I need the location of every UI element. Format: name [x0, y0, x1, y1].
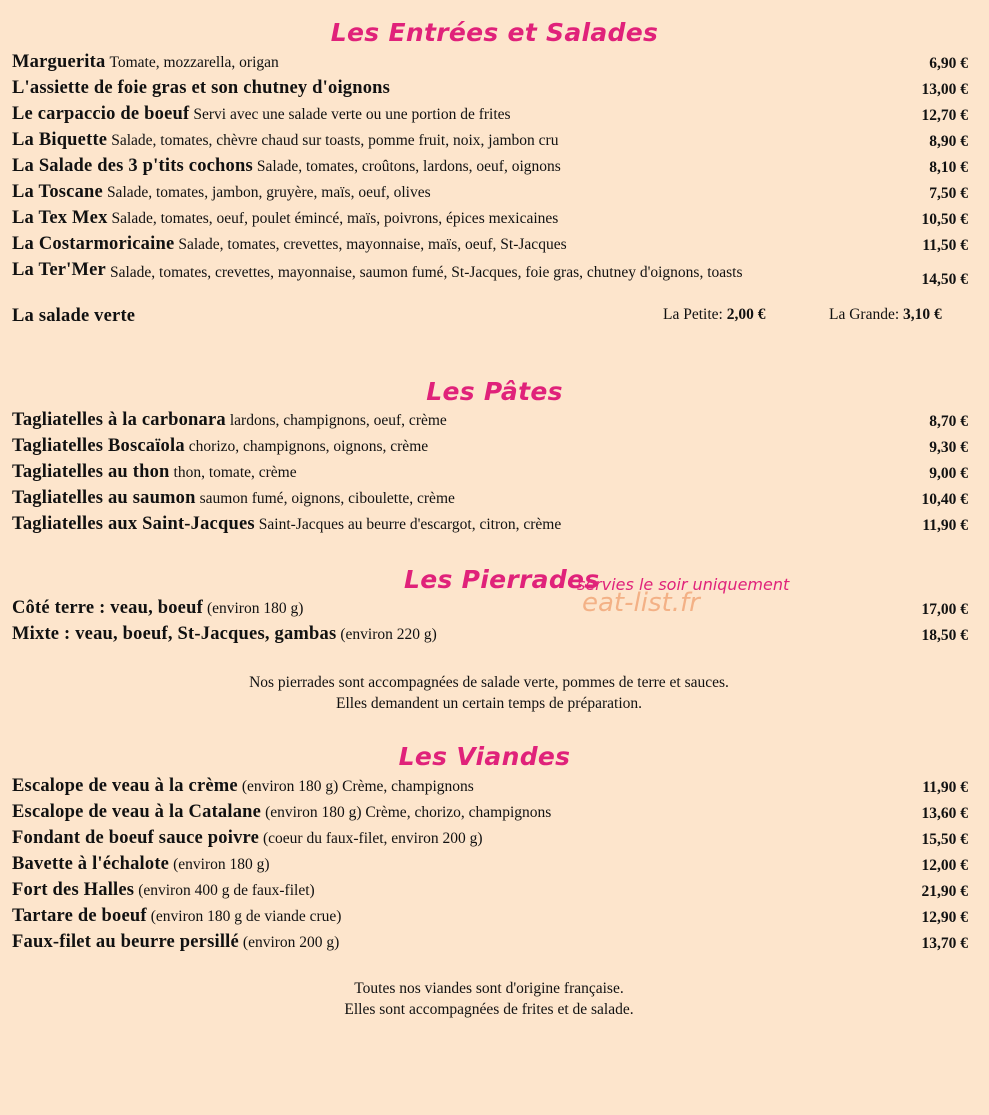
- item-description: lardons, champignons, oeuf, crème: [229, 412, 447, 429]
- item-price: 13,70 €: [921, 935, 968, 952]
- item-price: 7,50 €: [929, 185, 968, 202]
- menu-item: [12, 410, 968, 431]
- item-price: 8,10 €: [929, 159, 968, 176]
- menu-item: [12, 436, 968, 457]
- item-price: 12,00 €: [921, 857, 968, 874]
- item-price: 18,50 €: [921, 627, 968, 644]
- item-name: La Ter'Mer: [12, 260, 106, 280]
- menu-item: [12, 156, 968, 177]
- item-name: Escalope de veau à la crème: [12, 776, 238, 796]
- section-title-viandes: Les Viandes: [398, 742, 571, 771]
- item-description: Servi avec une salade verte ou une portion de frites: [193, 106, 511, 123]
- item-description: saumon fumé, oignons, ciboulette, crème: [199, 490, 455, 507]
- item-name: Tagliatelles à la carbonara: [12, 410, 226, 430]
- item-description: (environ 180 g) Crème, chorizo, champignons: [265, 804, 552, 821]
- item-name: Marguerita: [12, 52, 106, 72]
- item-name: Mixte : veau, boeuf, St-Jacques, gambas: [12, 624, 337, 644]
- item-description: Saint-Jacques au beurre d'escargot, citron, crème: [258, 516, 562, 533]
- item-description: Salade, tomates, oeuf, poulet émincé, maïs, poivrons, épices mexicaines: [111, 210, 559, 227]
- item-description: (environ 180 g de viande crue): [150, 908, 342, 925]
- item-name: Tagliatelles au saumon: [12, 488, 196, 508]
- item-price: 8,70 €: [929, 413, 968, 430]
- item-price: 10,50 €: [921, 211, 968, 228]
- item-price: 8,90 €: [929, 133, 968, 150]
- item-price: 9,00 €: [929, 465, 968, 482]
- size-label: La Petite:: [663, 306, 723, 323]
- item-price: 12,90 €: [921, 909, 968, 926]
- item-description: Salade, tomates, jambon, gruyère, maïs, oeuf, olives: [106, 184, 431, 201]
- item-name: La Biquette: [12, 130, 108, 150]
- menu-item: [12, 514, 968, 535]
- item-price: 21,90 €: [921, 883, 968, 900]
- item-name: La Toscane: [12, 182, 103, 202]
- item-description: (environ 220 g): [340, 626, 437, 643]
- watermark: eat-list.fr: [582, 588, 700, 618]
- item-name: Tagliatelles Boscaïola: [12, 436, 185, 456]
- menu-item: [12, 208, 968, 229]
- menu-item: [12, 234, 968, 255]
- item-price: 14,50 €: [921, 271, 968, 288]
- menu-item: [12, 828, 968, 849]
- item-name: Côté terre : veau, boeuf: [12, 598, 203, 618]
- item-description: thon, tomate, crème: [173, 464, 297, 481]
- pierrades-note: [0, 672, 978, 714]
- item-price: 11,90 €: [922, 779, 968, 796]
- section-title-pierrades: Les Pierrades: [404, 565, 600, 594]
- size-label: La Grande:: [829, 306, 900, 323]
- menu-item: [12, 906, 968, 927]
- item-name: Fondant de boeuf sauce poivre: [12, 828, 260, 848]
- menu-item: [12, 624, 968, 645]
- size-grande: [829, 306, 942, 324]
- menu-item: [12, 598, 968, 619]
- menu-item: [12, 78, 968, 99]
- item-name: Le carpaccio de boeuf: [12, 104, 190, 124]
- item-name: Bavette à l'échalote: [12, 854, 170, 874]
- item-description: chorizo, champignons, oignons, crème: [188, 438, 429, 455]
- item-name: Escalope de veau à la Catalane: [12, 802, 262, 822]
- menu-item: [12, 130, 968, 151]
- item-name: La Tex Mex: [12, 208, 108, 228]
- item-name: Tartare de boeuf: [12, 906, 147, 926]
- item-price: 9,30 €: [929, 439, 968, 456]
- item-description: (environ 200 g): [242, 934, 340, 951]
- item-price: 11,50 €: [922, 237, 968, 254]
- menu-item: [12, 104, 968, 125]
- menu-item: [12, 802, 968, 823]
- menu-item: [12, 488, 968, 509]
- item-description: (environ 180 g) Crème, champignons: [241, 778, 474, 795]
- note-line: Nos pierrades sont accompagnées de salade verte, pommes de terre et sauces.: [249, 674, 729, 691]
- menu-item: [12, 776, 968, 797]
- item-description: Salade, tomates, crevettes, mayonnaise, saumon fumé, St-Jacques, foie gras, chutney d'oignons, toasts: [109, 264, 743, 281]
- item-price: 15,50 €: [921, 831, 968, 848]
- size-price: 2,00 €: [726, 306, 766, 323]
- item-price: 13,60 €: [921, 805, 968, 822]
- menu-item: [12, 880, 968, 901]
- item-name: Tagliatelles aux Saint-Jacques: [12, 514, 255, 534]
- item-description: (environ 400 g de faux-filet): [138, 882, 315, 899]
- menu-item: [12, 52, 968, 73]
- item-description: (environ 180 g): [206, 600, 304, 617]
- item-price: 6,90 €: [929, 55, 968, 72]
- menu-item: [12, 854, 968, 875]
- item-description: Salade, tomates, croûtons, lardons, oeuf, oignons: [256, 158, 561, 175]
- note-line: Elles sont accompagnées de frites et de salade.: [344, 1001, 634, 1018]
- item-name: L'assiette de foie gras et son chutney d'oignons: [12, 78, 391, 98]
- item-description: Salade, tomates, chèvre chaud sur toasts, pomme fruit, noix, jambon cru: [111, 132, 559, 149]
- item-price: 13,00 €: [921, 81, 968, 98]
- menu-item: [12, 182, 968, 203]
- item-price: 17,00 €: [921, 601, 968, 618]
- menu-item: [12, 932, 968, 953]
- size-price: 3,10 €: [903, 306, 942, 323]
- menu-item-salade-verte: [12, 306, 968, 327]
- item-name: Tagliatelles au thon: [12, 462, 170, 482]
- item-description: Tomate, mozzarella, origan: [109, 54, 279, 71]
- item-name: La Costarmoricaine: [12, 234, 175, 254]
- note-line: Toutes nos viandes sont d'origine française.: [354, 980, 624, 997]
- item-name: La Salade des 3 p'tits cochons: [12, 156, 253, 176]
- menu-item: [12, 260, 968, 288]
- menu-item: [12, 462, 968, 483]
- section-title-entrees: Les Entrées et Salades: [330, 18, 659, 47]
- item-description: (environ 180 g): [173, 856, 270, 873]
- section-title-pates: Les Pâtes: [426, 377, 563, 406]
- item-name: La salade verte: [12, 306, 136, 326]
- pierrades-subtitle: servies le soir uniquement: [577, 575, 790, 594]
- item-price: 10,40 €: [921, 491, 968, 508]
- item-name: Fort des Halles: [12, 880, 135, 900]
- note-line: Elles demandent un certain temps de préparation.: [335, 695, 642, 712]
- viandes-note: [0, 978, 978, 1020]
- size-petite: [663, 306, 765, 324]
- item-description: Salade, tomates, crevettes, mayonnaise, maïs, oeuf, St-Jacques: [178, 236, 567, 253]
- item-price: 11,90 €: [922, 517, 968, 534]
- item-price: 12,70 €: [921, 107, 968, 124]
- item-description: (coeur du faux-filet, environ 200 g): [263, 830, 483, 847]
- item-name: Faux-filet au beurre persillé: [12, 932, 239, 952]
